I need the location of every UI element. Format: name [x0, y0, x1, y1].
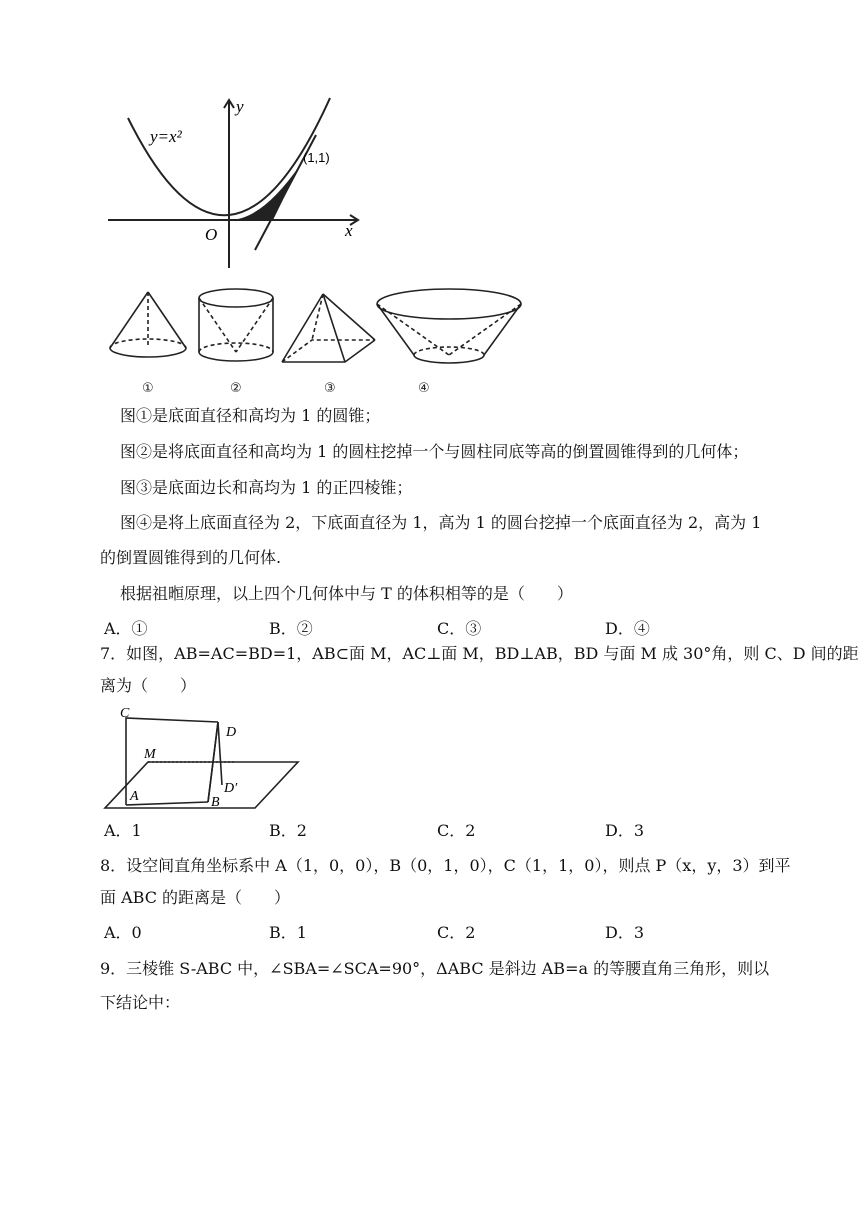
solid-label-4: ④: [418, 381, 430, 396]
curve-label: y=x²: [150, 127, 182, 146]
pyramid-solid: [282, 294, 375, 362]
tangent-line: [255, 135, 316, 250]
plane-m: [105, 762, 298, 808]
question-7-stem: 7．如图，AB=AC=BD=1，AB⊂面 M，AC⊥面 M，BD⊥AB，BD 与面 M 成 30°角，则 C、D 间的距: [100, 644, 859, 663]
question-8-stem: 8．设空间直角坐标系中 A（1，0，0），B（0，1，0），C（1，1，0），则点 P（x，y，3）到平: [100, 856, 791, 875]
label-a: A: [130, 789, 139, 804]
question-8-stem-cont: 面 ABC 的距离是（ ）: [100, 888, 291, 907]
q6-option-c[interactable]: C．③: [437, 619, 482, 638]
q6-option-b[interactable]: B．②: [269, 619, 313, 638]
origin-label: O: [205, 225, 218, 244]
question-7-stem-cont: 离为（ ）: [100, 676, 197, 695]
solid-label-2: ②: [230, 381, 242, 396]
cylinder-solid: [199, 289, 273, 361]
question-6-stem: 根据祖暅原理，以上四个几何体中与 T 的体积相等的是（ ）: [120, 584, 573, 603]
question-9-stem: 9．三棱锥 S-ABC 中，∠SBA=∠SCA=90°，ΔABC 是斜边 AB=a 的等腰直角三角形，则以: [100, 959, 770, 978]
desc-fig2: 图②是将底面直径和高均为 1 的圆柱挖掉一个与圆柱同底等高的倒置圆锥得到的几何体；: [120, 442, 749, 461]
solid-label-1: ①: [142, 381, 154, 396]
cone-solid: [110, 292, 186, 357]
label-b: B: [211, 795, 220, 810]
parabola-curve: [128, 98, 330, 215]
q8-option-c[interactable]: C．2: [437, 923, 476, 942]
q6-option-d[interactable]: D．④: [605, 619, 650, 638]
x-axis-label: x: [345, 221, 353, 240]
q8-option-d[interactable]: D．3: [605, 923, 645, 942]
label-m: M: [144, 747, 156, 762]
label-c: C: [120, 706, 130, 721]
desc-fig4-cont: 的倒置圆锥得到的几何体.: [100, 548, 282, 567]
frustum-solid: [377, 289, 521, 363]
desc-fig3: 图③是底面边长和高均为 1 的正四棱锥；: [120, 478, 413, 497]
q7-option-d[interactable]: D．3: [605, 821, 645, 840]
q8-option-b[interactable]: B．1: [269, 923, 307, 942]
desc-fig4: 图④是将上底面直径为 2，下底面直径为 1，高为 1 的圆台挖掉一个底面直径为 2，高为 1: [120, 513, 762, 532]
solid-label-3: ③: [324, 381, 336, 396]
q7-option-c[interactable]: C．2: [437, 821, 476, 840]
y-axis-label: y: [236, 97, 244, 116]
q6-option-a[interactable]: A．①: [104, 619, 148, 638]
desc-fig1: 图①是底面直径和高均为 1 的圆锥；: [120, 406, 381, 425]
shaded-region: [229, 165, 300, 220]
q8-option-a[interactable]: A．0: [104, 923, 142, 942]
q7-option-a[interactable]: A．1: [104, 821, 142, 840]
question-9-stem-cont: 下结论中：: [100, 993, 181, 1012]
label-d-prime: D′: [224, 781, 238, 796]
label-d: D: [226, 725, 237, 740]
point-label: (1,1): [303, 150, 330, 165]
q7-option-b[interactable]: B．2: [269, 821, 307, 840]
